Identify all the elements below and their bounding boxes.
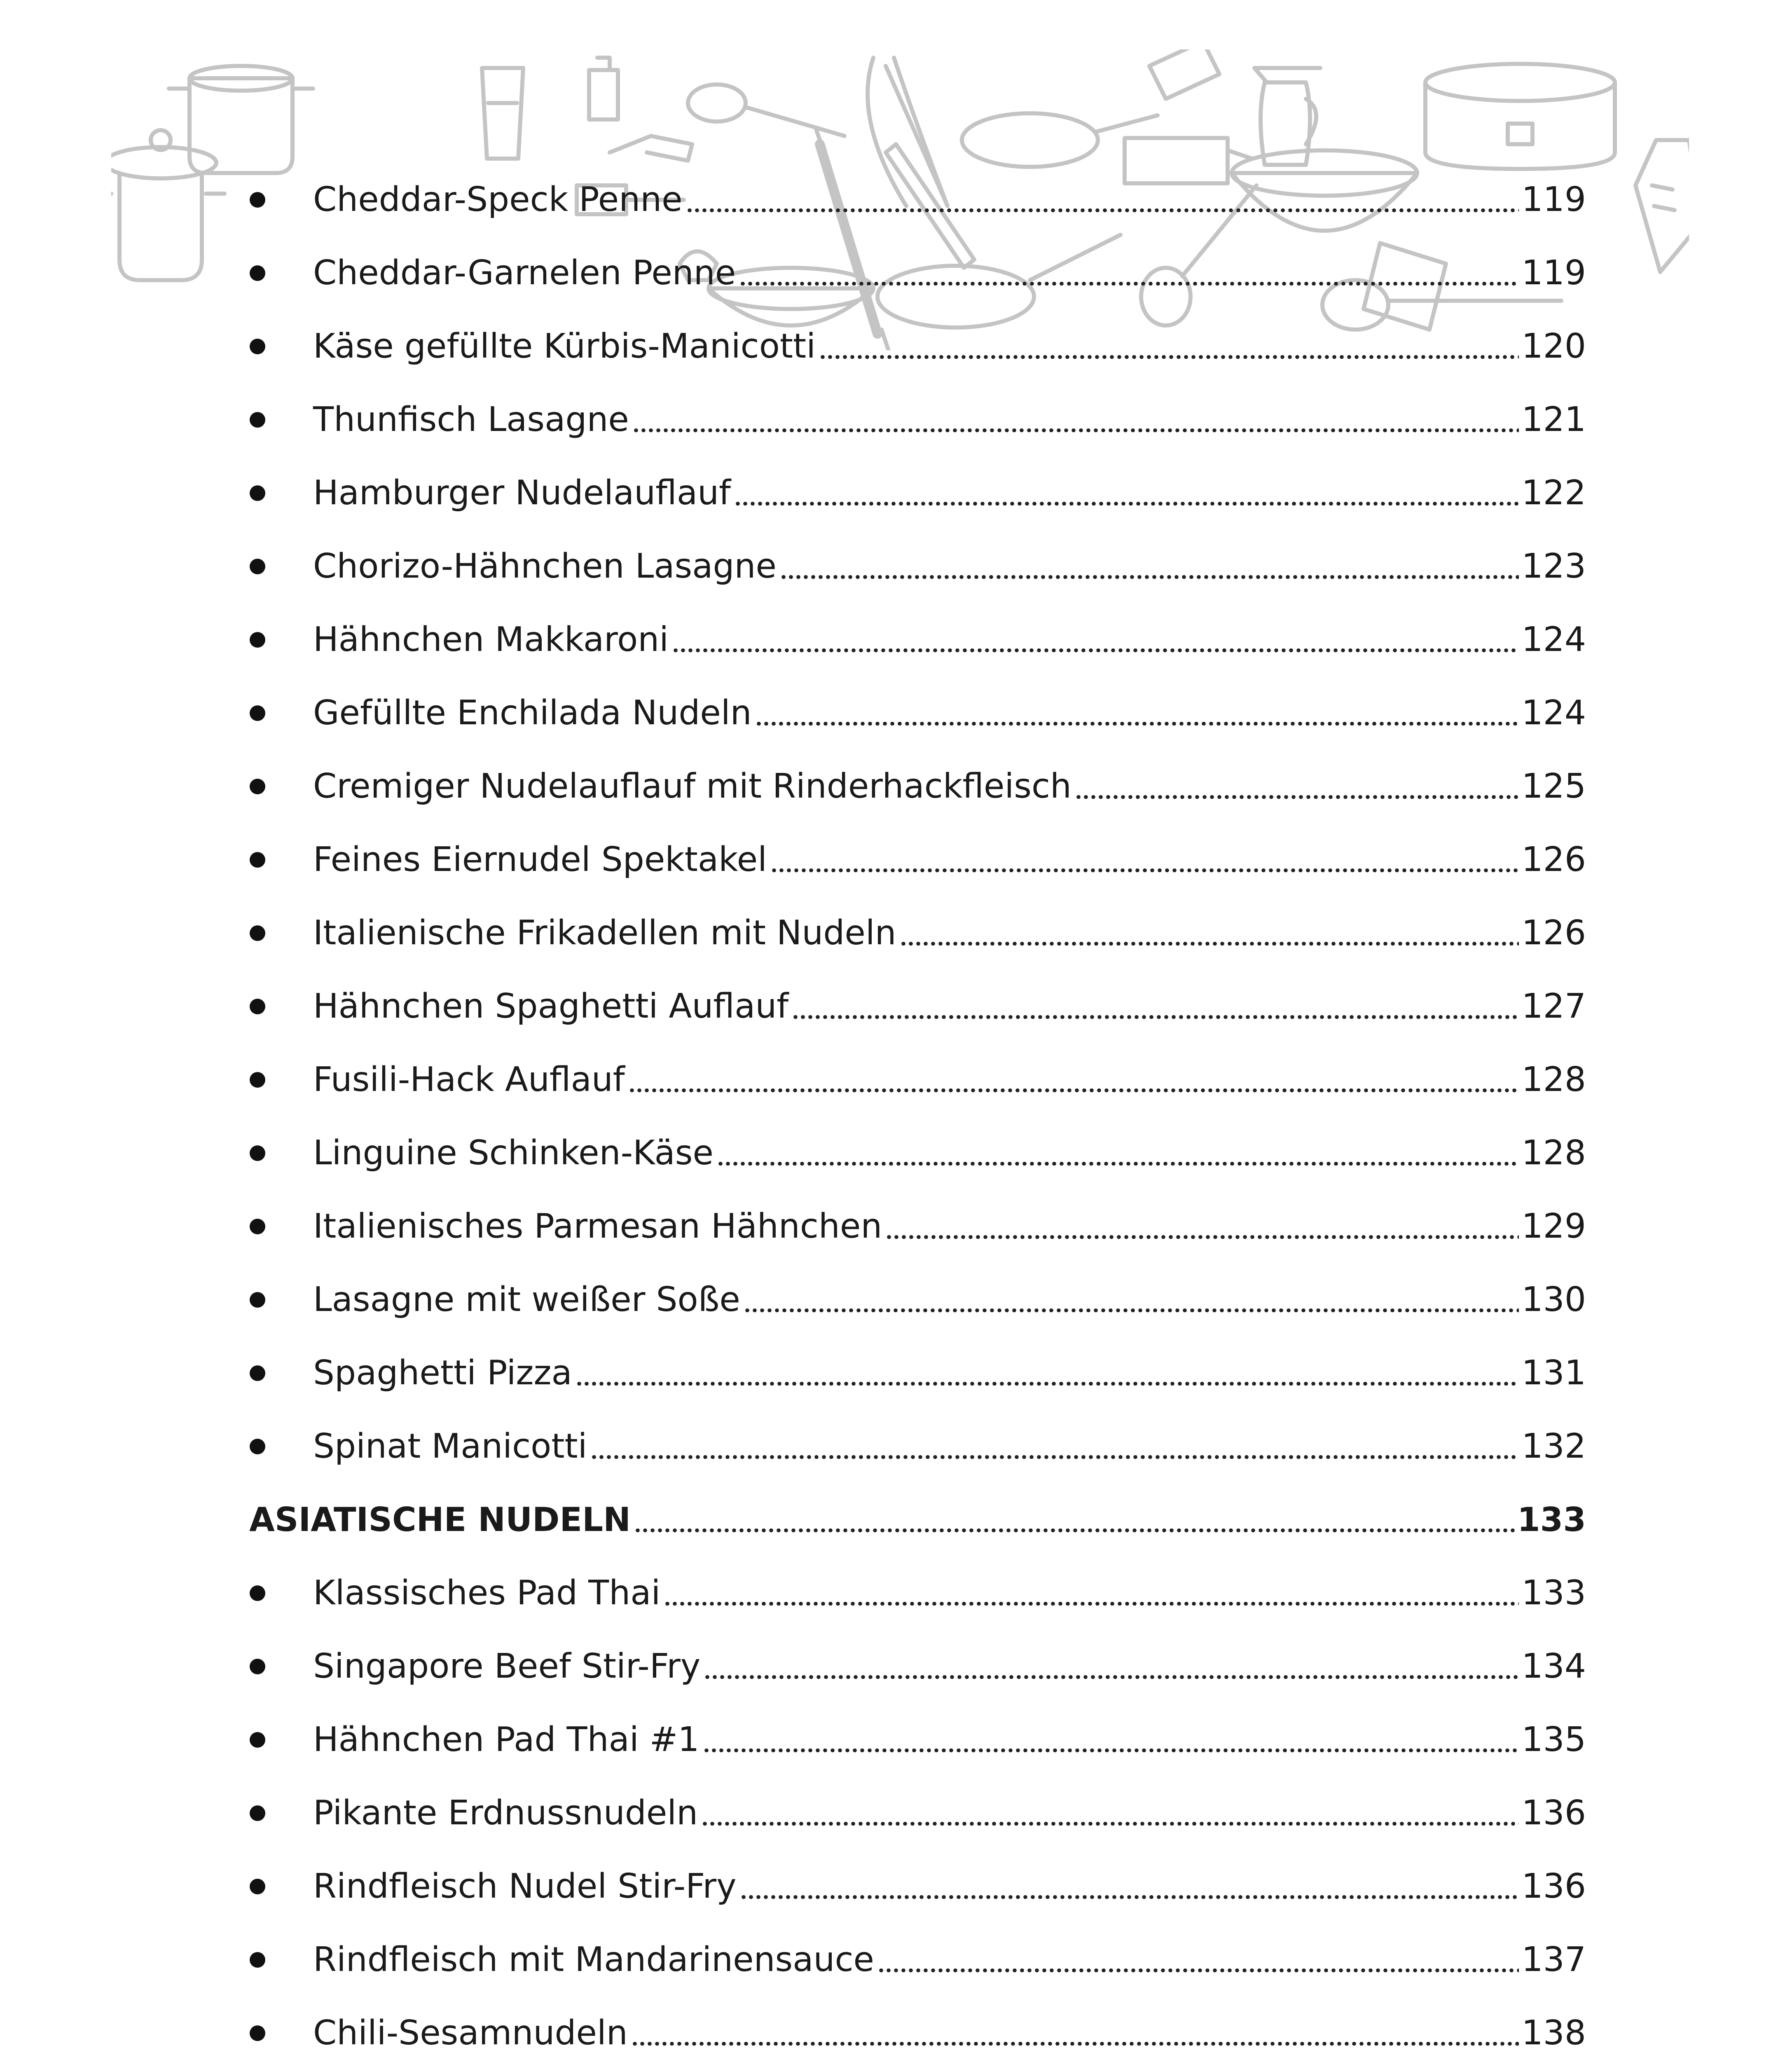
toc-entry[interactable]	[313, 898, 1586, 968]
toc-leader	[664, 1602, 1519, 1606]
toc-leader	[792, 1015, 1519, 1019]
bullet-icon	[250, 852, 265, 868]
toc-entry[interactable]	[313, 971, 1586, 1042]
bullet-icon	[250, 999, 265, 1014]
toc-leader	[632, 428, 1519, 432]
toc-leader	[780, 575, 1519, 579]
bullet-icon	[250, 1365, 265, 1381]
toc-entry-title: Gefüllte Enchilada Nudeln	[313, 693, 752, 733]
toc-entry-title: Cremiger Nudelauflauf mit Rinderhackfleisch	[313, 767, 1071, 806]
bullet-icon	[250, 1292, 265, 1308]
toc-leader	[885, 1235, 1519, 1239]
bullet-icon	[250, 1585, 265, 1601]
toc-entry[interactable]	[313, 1412, 1586, 1482]
toc-entry-page: 135	[1521, 1720, 1586, 1759]
toc-leader	[739, 282, 1519, 286]
toc-entry-page: 126	[1521, 913, 1586, 953]
bullet-icon	[250, 1952, 265, 1968]
toc-entry-title: Hamburger Nudelauflauf	[313, 473, 731, 513]
toc-leader	[717, 1162, 1519, 1166]
toc-leader	[634, 1529, 1515, 1532]
toc-entry-title: Rindfleisch mit Mandarinensauce	[313, 1940, 875, 1979]
toc-entry[interactable]	[313, 238, 1586, 308]
toc-entry[interactable]	[313, 311, 1586, 382]
toc-entry-page: 131	[1521, 1353, 1586, 1393]
toc-leader	[744, 1309, 1519, 1312]
toc-entry[interactable]	[313, 1705, 1586, 1775]
bullet-icon	[250, 339, 265, 354]
toc-leader	[686, 208, 1519, 212]
bullet-icon	[250, 2025, 265, 2041]
toc-entry-title: Thunfisch Lasagne	[313, 400, 629, 439]
toc-entry-title: Hähnchen Spaghetti Auflauf	[313, 987, 789, 1026]
toc-entry-page: 119	[1521, 253, 1586, 293]
toc-entry-title: Italienisches Parmesan Hähnchen	[313, 1207, 882, 1246]
toc-entry[interactable]	[313, 1118, 1586, 1188]
toc-entry-title: Lasagne mit weißer Soße	[313, 1280, 740, 1319]
toc-leader	[631, 2042, 1519, 2046]
toc-leader	[819, 355, 1519, 359]
toc-entry-page: 133	[1521, 1573, 1586, 1613]
bullet-icon	[250, 632, 265, 648]
toc-entry-page: 120	[1521, 327, 1586, 366]
toc-entry-page: 124	[1521, 620, 1586, 659]
section-title: ASIATISCHE NUDELN	[249, 1501, 631, 1539]
toc-leader	[575, 1382, 1519, 1386]
toc-entry[interactable]	[313, 385, 1586, 455]
bullet-icon	[250, 485, 265, 501]
toc-entry-title: Chorizo-Hähnchen Lasagne	[313, 547, 777, 586]
toc-entry-page: 127	[1521, 987, 1586, 1026]
toc-entry-page: 132	[1521, 1427, 1586, 1466]
toc-entry-title: Cheddar-Garnelen Penne	[313, 253, 736, 293]
toc-entry-title: Hähnchen Pad Thai #1	[313, 1720, 699, 1759]
toc-entry[interactable]	[313, 1265, 1586, 1335]
bullet-icon	[250, 265, 265, 281]
bullet-icon	[250, 412, 265, 428]
bullet-icon	[250, 1805, 265, 1821]
toc-entry-page: 121	[1521, 400, 1586, 439]
toc-entry-title: Singapore Beef Stir-Fry	[313, 1647, 701, 1686]
toc-leader	[704, 1675, 1519, 1679]
bullet-icon	[250, 705, 265, 721]
toc-entry-page: 136	[1521, 1793, 1586, 1833]
toc-entry-title: Klassisches Pad Thai	[313, 1573, 661, 1613]
toc-leader	[672, 648, 1519, 652]
toc-entry[interactable]	[313, 1632, 1586, 1702]
toc-entry-title: Fusili-Hack Auflauf	[313, 1060, 625, 1099]
toc-section-heading[interactable]	[249, 1485, 1586, 1555]
toc-leader	[1075, 795, 1519, 799]
toc-leader	[590, 1455, 1519, 1459]
bullet-icon	[250, 192, 265, 208]
bullet-icon	[250, 1659, 265, 1674]
toc-leader	[628, 1089, 1519, 1092]
bullet-icon	[250, 1732, 265, 1748]
toc-entry[interactable]	[313, 1045, 1586, 1115]
toc-entry-title: Cheddar-Speck Penne	[313, 180, 683, 219]
toc-entry[interactable]	[313, 605, 1586, 675]
toc-entry-title: Chili-Sesamnudeln	[313, 2013, 628, 2053]
toc-entry[interactable]	[313, 751, 1586, 822]
toc-entry-page: 125	[1521, 767, 1586, 806]
bullet-icon	[250, 1879, 265, 1894]
toc-entry-title: Spinat Manicotti	[313, 1427, 587, 1466]
toc-entry[interactable]	[313, 678, 1586, 748]
toc-entry[interactable]	[313, 825, 1586, 895]
toc-entry-title: Hähnchen Makkaroni	[313, 620, 669, 659]
bullet-icon	[250, 559, 265, 574]
toc-entry-title: Rindfleisch Nudel Stir-Fry	[313, 1867, 737, 1906]
toc-entry-title: Italienische Frikadellen mit Nudeln	[313, 913, 896, 953]
toc-entry-page: 123	[1521, 547, 1586, 586]
toc-leader	[770, 868, 1519, 872]
toc-entry-title: Spaghetti Pizza	[313, 1353, 572, 1393]
toc-entry-page: 122	[1521, 473, 1586, 513]
toc-entry-page: 138	[1521, 2013, 1586, 2053]
toc-entry[interactable]	[313, 531, 1586, 602]
toc-entry[interactable]	[313, 1998, 1586, 2060]
toc-entry-page: 128	[1521, 1060, 1586, 1099]
bullet-icon	[250, 1072, 265, 1088]
toc-entry[interactable]	[313, 1925, 1586, 1995]
toc-entry-page: 124	[1521, 693, 1586, 733]
toc-entry[interactable]	[313, 1852, 1586, 1922]
toc-entry-page: 130	[1521, 1280, 1586, 1319]
toc-entry-page: 119	[1521, 180, 1586, 219]
bullet-icon	[250, 1439, 265, 1454]
toc-leader	[740, 1895, 1519, 1899]
toc-entry[interactable]	[313, 1558, 1586, 1628]
toc-leader	[900, 942, 1519, 946]
bullet-icon	[250, 779, 265, 794]
toc-entry-page: 136	[1521, 1867, 1586, 1906]
toc-entry[interactable]	[313, 1192, 1586, 1262]
toc-leader	[755, 722, 1519, 726]
bullet-icon	[250, 1219, 265, 1234]
toc-entry-title: Feines Eiernudel Spektakel	[313, 840, 767, 879]
section-page: 133	[1517, 1501, 1586, 1539]
toc-entry-page: 126	[1521, 840, 1586, 879]
toc-leader	[701, 1822, 1519, 1826]
toc-entry-page: 137	[1521, 1940, 1586, 1979]
toc-entry[interactable]	[313, 165, 1586, 235]
bullet-icon	[250, 925, 265, 941]
toc-entry-title: Linguine Schinken-Käse	[313, 1133, 714, 1173]
toc-entry-page: 129	[1521, 1207, 1586, 1246]
toc-leader	[734, 502, 1519, 506]
toc-entry[interactable]	[313, 458, 1586, 528]
toc-entry[interactable]	[313, 1778, 1586, 1848]
toc-leader	[877, 1969, 1519, 1972]
toc-entry-page: 134	[1521, 1647, 1586, 1686]
toc-entry-title: Pikante Erdnussnudeln	[313, 1793, 698, 1833]
toc-entry-title: Käse gefüllte Kürbis-Manicotti	[313, 327, 816, 366]
bullet-icon	[250, 1145, 265, 1161]
toc-entry-page: 128	[1521, 1133, 1586, 1173]
toc-leader	[703, 1749, 1519, 1752]
toc-entry[interactable]	[313, 1338, 1586, 1408]
